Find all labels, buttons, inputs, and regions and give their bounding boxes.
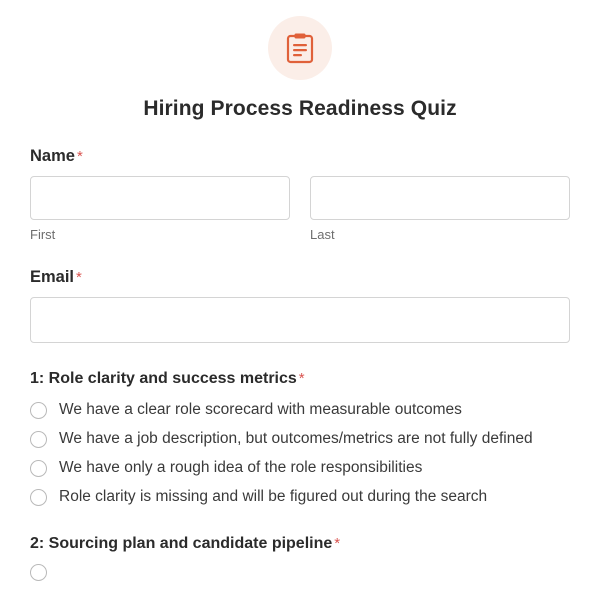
first-name-sublabel: First [30,227,56,242]
question-2-title [30,535,570,553]
name-field-block [30,147,570,242]
q1-option-2-label: We have a job description, but outcomes/metrics are not fully defined [59,429,533,447]
form-logo [30,0,570,80]
required-asterisk: * [298,370,305,387]
required-asterisk: * [76,148,83,165]
radio-icon[interactable] [30,402,47,419]
first-name-input[interactable] [30,176,290,220]
email-label [30,268,570,287]
page-title: Hiring Process Readiness Quiz [143,97,457,120]
q1-option-1-label: We have a clear role scorecard with measurable outcomes [59,401,462,418]
q2-option-1[interactable] [30,564,570,581]
clipboard-form-icon [285,32,315,64]
last-name-sublabel: Last [310,227,335,242]
radio-icon[interactable] [30,460,47,477]
radio-icon[interactable] [30,489,47,506]
q1-option-2[interactable] [30,429,570,450]
required-asterisk: * [76,269,82,286]
email-field-block [30,268,570,343]
q1-option-1[interactable] [30,400,570,421]
q1-option-4[interactable] [30,487,570,508]
required-asterisk: * [334,534,341,552]
radio-icon[interactable] [30,431,47,448]
name-label-text: Name [30,147,75,165]
q1-option-3[interactable] [30,458,570,479]
email-input[interactable] [30,297,570,343]
radio-icon[interactable] [30,564,47,581]
question-2-title-text: 2: Sourcing plan and candidate pipeline [30,534,333,552]
email-label-text: Email [30,268,75,286]
first-name-col [30,176,290,242]
name-label [30,147,570,166]
question-2-block [30,535,570,581]
logo-circle [268,16,332,80]
name-row [30,176,570,242]
q1-option-3-label: We have only a rough idea of the role responsibilities [59,458,423,476]
last-name-input[interactable] [310,176,570,220]
question-1-title-text: 1: Role clarity and success metrics [30,370,297,387]
question-1-block [30,370,570,508]
q1-option-4-label: Role clarity is missing and will be figured out during the search [59,487,488,505]
last-name-col [310,176,570,242]
question-1-title [30,370,570,388]
